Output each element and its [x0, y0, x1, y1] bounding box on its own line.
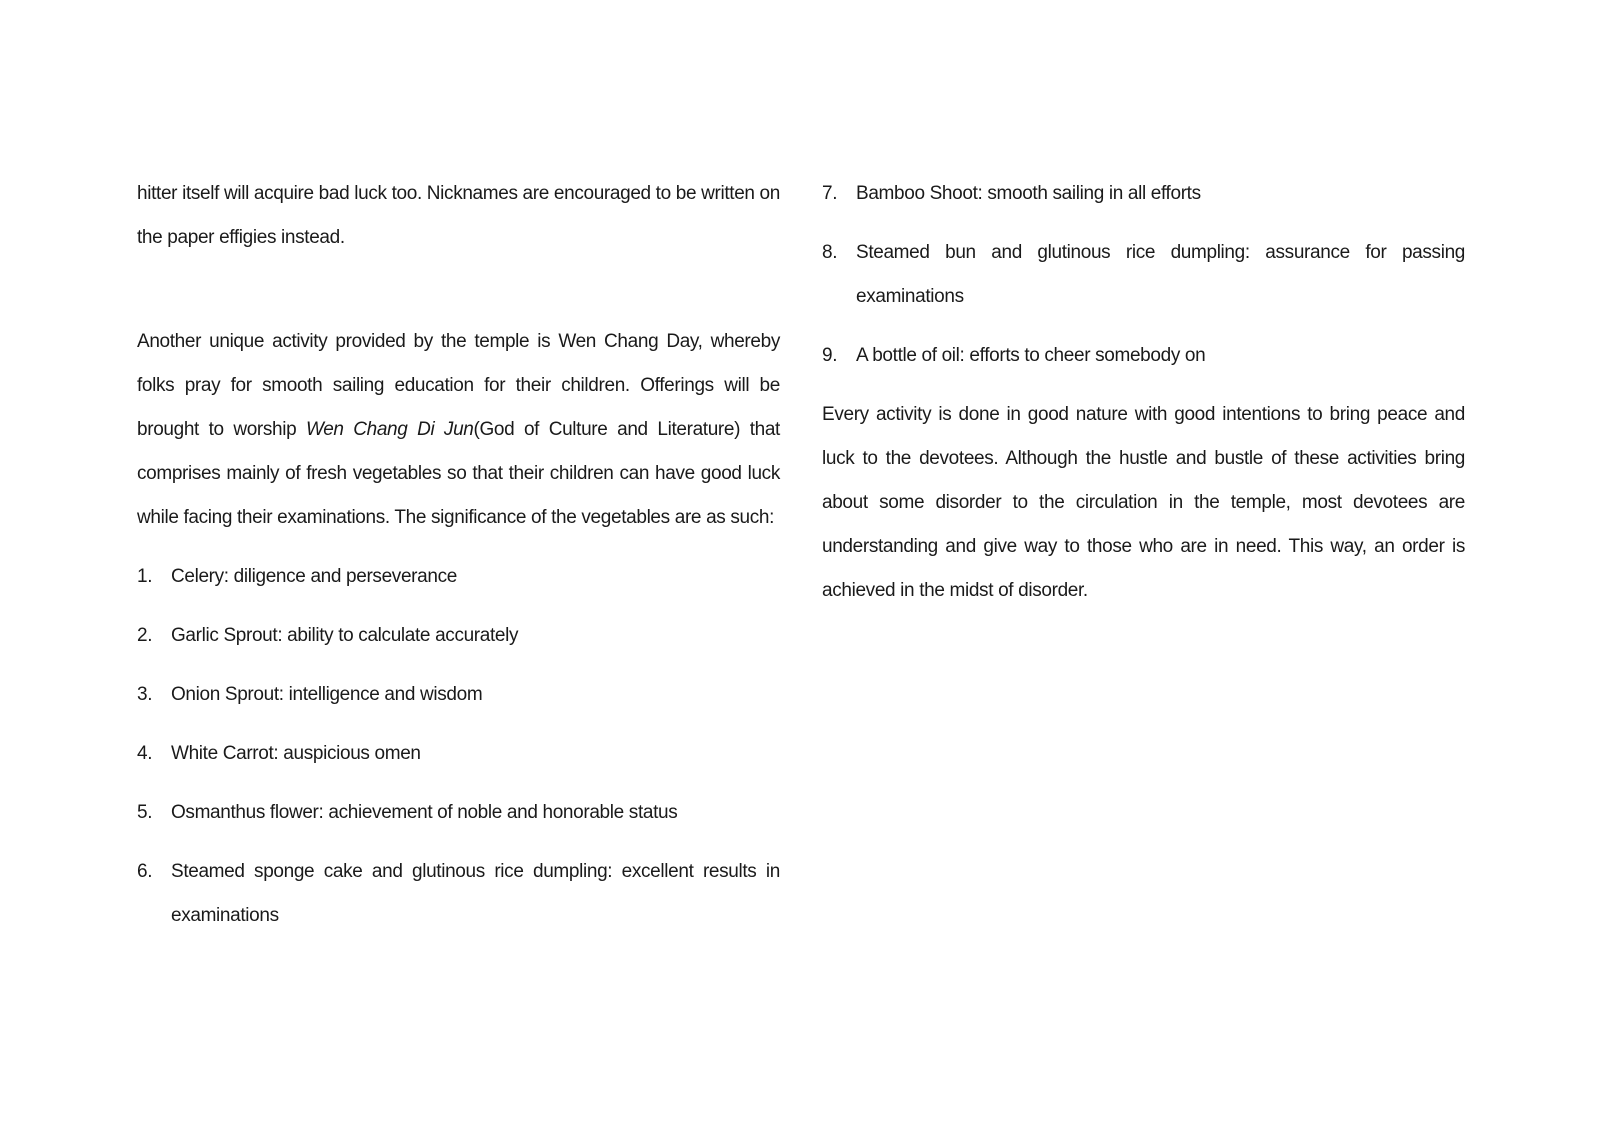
right-column: [822, 172, 1465, 613]
list-item: [137, 850, 780, 938]
list-item: [822, 231, 1465, 319]
list-item-number: 5.: [137, 802, 153, 823]
list-item-number: 7.: [822, 183, 838, 204]
list-item: [822, 172, 1465, 216]
paragraph-text-end: (God of Culture and Literature) that comprises mainly of fresh vegetables so that their children can have good luck while facing their examinations. The significance of the vegetables are as such:: [137, 419, 780, 528]
paragraph-text-start: Another unique activity provided by the temple is Wen Chang Day, whereby folks pray for smooth sailing education for their children. Offerings will be brought to worship: [137, 331, 780, 440]
list-item-text: Garlic Sprout: ability to calculate accurately: [171, 625, 519, 646]
list-item-text: Steamed sponge cake and glutinous rice dumpling: excellent results in examinations: [171, 861, 780, 926]
list-item-number: 1.: [137, 566, 153, 587]
list-item-text: Celery: diligence and perseverance: [171, 566, 457, 587]
list-item: [137, 791, 780, 835]
paragraph-conclusion: Every activity is done in good nature with good intentions to bring peace and luck to the devotees. Although the hustle and bustle of these activities bring about some disorder to the circulation in the temple, most devotees are understanding and give way to those who are in need. This way, an order is achieved in the midst of disorder.: [822, 404, 1465, 601]
list-item-text: Osmanthus flower: achievement of noble and honorable status: [171, 802, 678, 823]
paragraph-spacer: [137, 260, 780, 320]
paragraph-spacer: [137, 540, 780, 555]
list-item: [137, 614, 780, 658]
list-item-text: Bamboo Shoot: smooth sailing in all efforts: [856, 183, 1201, 204]
list-item-number: 4.: [137, 743, 153, 764]
list-item: [137, 673, 780, 717]
list-item-text: White Carrot: auspicious omen: [171, 743, 421, 764]
vegetable-list-continued: [822, 172, 1465, 378]
list-item-text: A bottle of oil: efforts to cheer somebody on: [856, 345, 1206, 366]
list-item-text: Steamed bun and glutinous rice dumpling: assurance for passing examinations: [856, 242, 1465, 307]
left-column: [137, 172, 780, 953]
list-item-number: 3.: [137, 684, 153, 705]
list-item: [822, 334, 1465, 378]
list-item-number: 6.: [137, 861, 153, 882]
paragraph-effigies: hitter itself will acquire bad luck too. Nicknames are encouraged to be written on the paper effigies instead.: [137, 183, 780, 248]
list-item-number: 9.: [822, 345, 838, 366]
list-item-text: Onion Sprout: intelligence and wisdom: [171, 684, 483, 705]
deity-name-italic: Wen Chang Di Jun: [305, 419, 474, 440]
list-item-number: 2.: [137, 625, 153, 646]
paragraph-wen-chang-day: [137, 320, 780, 540]
list-item: [137, 555, 780, 599]
list-item-number: 8.: [822, 242, 838, 263]
list-item: [137, 732, 780, 776]
vegetable-list: [137, 555, 780, 938]
